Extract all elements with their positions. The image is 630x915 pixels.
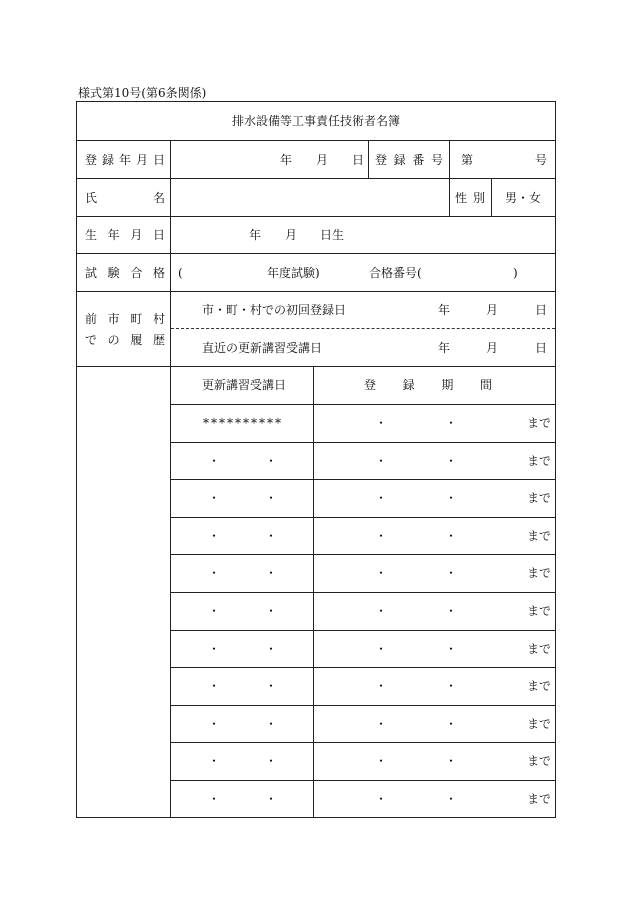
training-date-separator: ・ <box>264 717 278 731</box>
gender-label <box>455 191 485 205</box>
label-char: 町 <box>130 312 143 326</box>
history-label-line1 <box>85 312 165 326</box>
latest-training-label: 直近の更新講習受講日 <box>202 341 323 355</box>
row-line <box>77 253 555 254</box>
period-date-separator: ・ <box>374 529 388 543</box>
period-date-separator: ・ <box>374 604 388 618</box>
birth-day: 日生 <box>320 228 345 242</box>
label-char: 合 <box>130 266 143 280</box>
period-date-separator: ・ <box>444 491 458 505</box>
row-line <box>77 140 555 141</box>
training-date-separator: ・ <box>207 604 221 618</box>
period-until: まで <box>526 491 551 505</box>
row-line <box>77 291 555 292</box>
period-date-separator: ・ <box>374 679 388 693</box>
label-char: 録 <box>402 378 415 392</box>
period-date-separator: ・ <box>444 529 458 543</box>
registration-month: 月 <box>316 153 329 167</box>
period-until: まで <box>526 566 551 580</box>
period-date-separator: ・ <box>444 717 458 731</box>
renewal-row-line <box>171 630 555 631</box>
renewal-row-line <box>171 705 555 706</box>
renewal-row-line <box>171 517 555 518</box>
label-char: 村 <box>152 312 165 326</box>
label-char: 登 <box>375 153 388 167</box>
label-char: 月 <box>135 153 148 167</box>
first-registration-year: 年 <box>438 303 451 317</box>
registration-number-suffix: 号 <box>535 153 548 167</box>
exam-label <box>85 266 165 280</box>
period-until: まで <box>526 792 551 806</box>
reg-number-divider-a <box>368 140 369 178</box>
period-date-separator: ・ <box>374 717 388 731</box>
period-date-separator: ・ <box>374 566 388 580</box>
period-date-separator: ・ <box>374 454 388 468</box>
period-date-separator: ・ <box>444 416 458 430</box>
label-char: 性 <box>455 191 468 205</box>
training-date-separator: ・ <box>207 491 221 505</box>
training-date-separator: ・ <box>207 529 221 543</box>
training-date-separator: ・ <box>207 566 221 580</box>
period-date-separator: ・ <box>444 566 458 580</box>
training-date-separator: ・ <box>207 642 221 656</box>
label-char: 録 <box>101 153 114 167</box>
training-date-separator: ・ <box>264 604 278 618</box>
period-date-separator: ・ <box>374 792 388 806</box>
label-char: 号 <box>430 153 443 167</box>
renewal-header-line <box>171 404 555 405</box>
row-line <box>77 366 555 367</box>
label-char: 日 <box>152 228 165 242</box>
period-date-separator: ・ <box>374 642 388 656</box>
training-date-separator: ・ <box>264 792 278 806</box>
name-label <box>85 191 165 205</box>
period-until: まで <box>526 604 551 618</box>
registration-date-label <box>85 153 165 167</box>
period-until: まで <box>526 416 551 430</box>
period-date-separator: ・ <box>444 604 458 618</box>
renewal-row-line <box>171 667 555 668</box>
label-char: 名 <box>152 191 165 205</box>
training-date-separator: ・ <box>207 454 221 468</box>
period-until: まで <box>526 454 551 468</box>
training-date-separator: ・ <box>264 454 278 468</box>
technician-register-form <box>76 101 556 818</box>
training-date-separator: ・ <box>207 792 221 806</box>
renewal-row-line <box>171 554 555 555</box>
training-date-separator: ・ <box>264 491 278 505</box>
training-date-separator: ・ <box>264 529 278 543</box>
birth-date-label <box>85 228 165 242</box>
latest-training-day: 日 <box>535 341 548 355</box>
period-date-separator: ・ <box>444 454 458 468</box>
label-char: 期 <box>441 378 454 392</box>
latest-training-month: 月 <box>486 341 499 355</box>
period-date-separator: ・ <box>444 754 458 768</box>
label-char: 生 <box>85 228 98 242</box>
registration-year: 年 <box>280 153 293 167</box>
first-registration-month: 月 <box>486 303 499 317</box>
period-date-separator: ・ <box>374 416 388 430</box>
registration-day: 日 <box>352 153 365 167</box>
latest-training-year: 年 <box>438 341 451 355</box>
label-char: 氏 <box>85 191 98 205</box>
birth-year: 年 <box>249 228 262 242</box>
label-char: 市 <box>107 312 120 326</box>
history-dashed-divider <box>171 328 555 329</box>
renewal-row-line <box>171 442 555 443</box>
period-date-separator: ・ <box>374 754 388 768</box>
label-char: 年 <box>107 228 120 242</box>
label-char: 別 <box>472 191 485 205</box>
exam-year-text: 年度試験) <box>267 266 320 280</box>
label-char: 録 <box>393 153 406 167</box>
training-date-separator: ・ <box>207 717 221 731</box>
period-date-separator: ・ <box>444 679 458 693</box>
renewal-row-line <box>171 780 555 781</box>
period-until: まで <box>526 754 551 768</box>
form-title: 排水設備等工事責任技術者名簿 <box>231 114 401 128</box>
label-char: 前 <box>85 312 98 326</box>
period-until: まで <box>526 529 551 543</box>
gender-value: 男・女 <box>504 191 542 205</box>
label-char: で <box>85 333 98 347</box>
label-char: の <box>107 333 120 347</box>
renewal-row-line <box>171 592 555 593</box>
renewal-stars: ********** <box>203 416 283 430</box>
label-char: 日 <box>152 153 165 167</box>
label-char: 間 <box>479 378 492 392</box>
label-char: 年 <box>118 153 131 167</box>
label-char: 験 <box>107 266 120 280</box>
label-char: 登 <box>85 153 98 167</box>
renewal-row-line <box>171 742 555 743</box>
label-char: 番 <box>412 153 425 167</box>
renewal-col2-header <box>364 378 492 392</box>
label-char: 登 <box>364 378 377 392</box>
training-date-separator: ・ <box>264 642 278 656</box>
first-registration-label: 市・町・村での初回登録日 <box>202 303 347 317</box>
training-date-separator: ・ <box>264 679 278 693</box>
pass-number-close-paren: ) <box>513 266 518 280</box>
renewal-row-line <box>171 479 555 480</box>
training-date-separator: ・ <box>207 754 221 768</box>
period-until: まで <box>526 717 551 731</box>
registration-number-label <box>375 153 443 167</box>
row-line <box>77 178 555 179</box>
renewal-col1-header: 更新講習受講日 <box>202 378 287 392</box>
history-label-line2 <box>85 333 165 347</box>
exam-open-paren: ( <box>178 266 183 280</box>
label-char: 歴 <box>152 333 165 347</box>
label-char: 格 <box>152 266 165 280</box>
period-date-separator: ・ <box>374 491 388 505</box>
label-char: 試 <box>85 266 98 280</box>
training-date-separator: ・ <box>264 566 278 580</box>
pass-number-label: 合格番号( <box>369 266 422 280</box>
birth-month: 月 <box>285 228 298 242</box>
period-until: まで <box>526 642 551 656</box>
reg-number-divider-b <box>449 140 450 178</box>
form-id: 様式第10号(第6条関係) <box>78 86 207 100</box>
label-char: 月 <box>130 228 143 242</box>
period-date-separator: ・ <box>444 792 458 806</box>
training-date-separator: ・ <box>264 754 278 768</box>
gender-divider-b <box>491 178 492 216</box>
first-registration-day: 日 <box>535 303 548 317</box>
training-date-separator: ・ <box>207 679 221 693</box>
period-date-separator: ・ <box>444 642 458 656</box>
gender-divider-a <box>449 178 450 216</box>
row-line <box>77 216 555 217</box>
registration-number-prefix: 第 <box>461 153 474 167</box>
period-until: まで <box>526 679 551 693</box>
label-char: 履 <box>130 333 143 347</box>
